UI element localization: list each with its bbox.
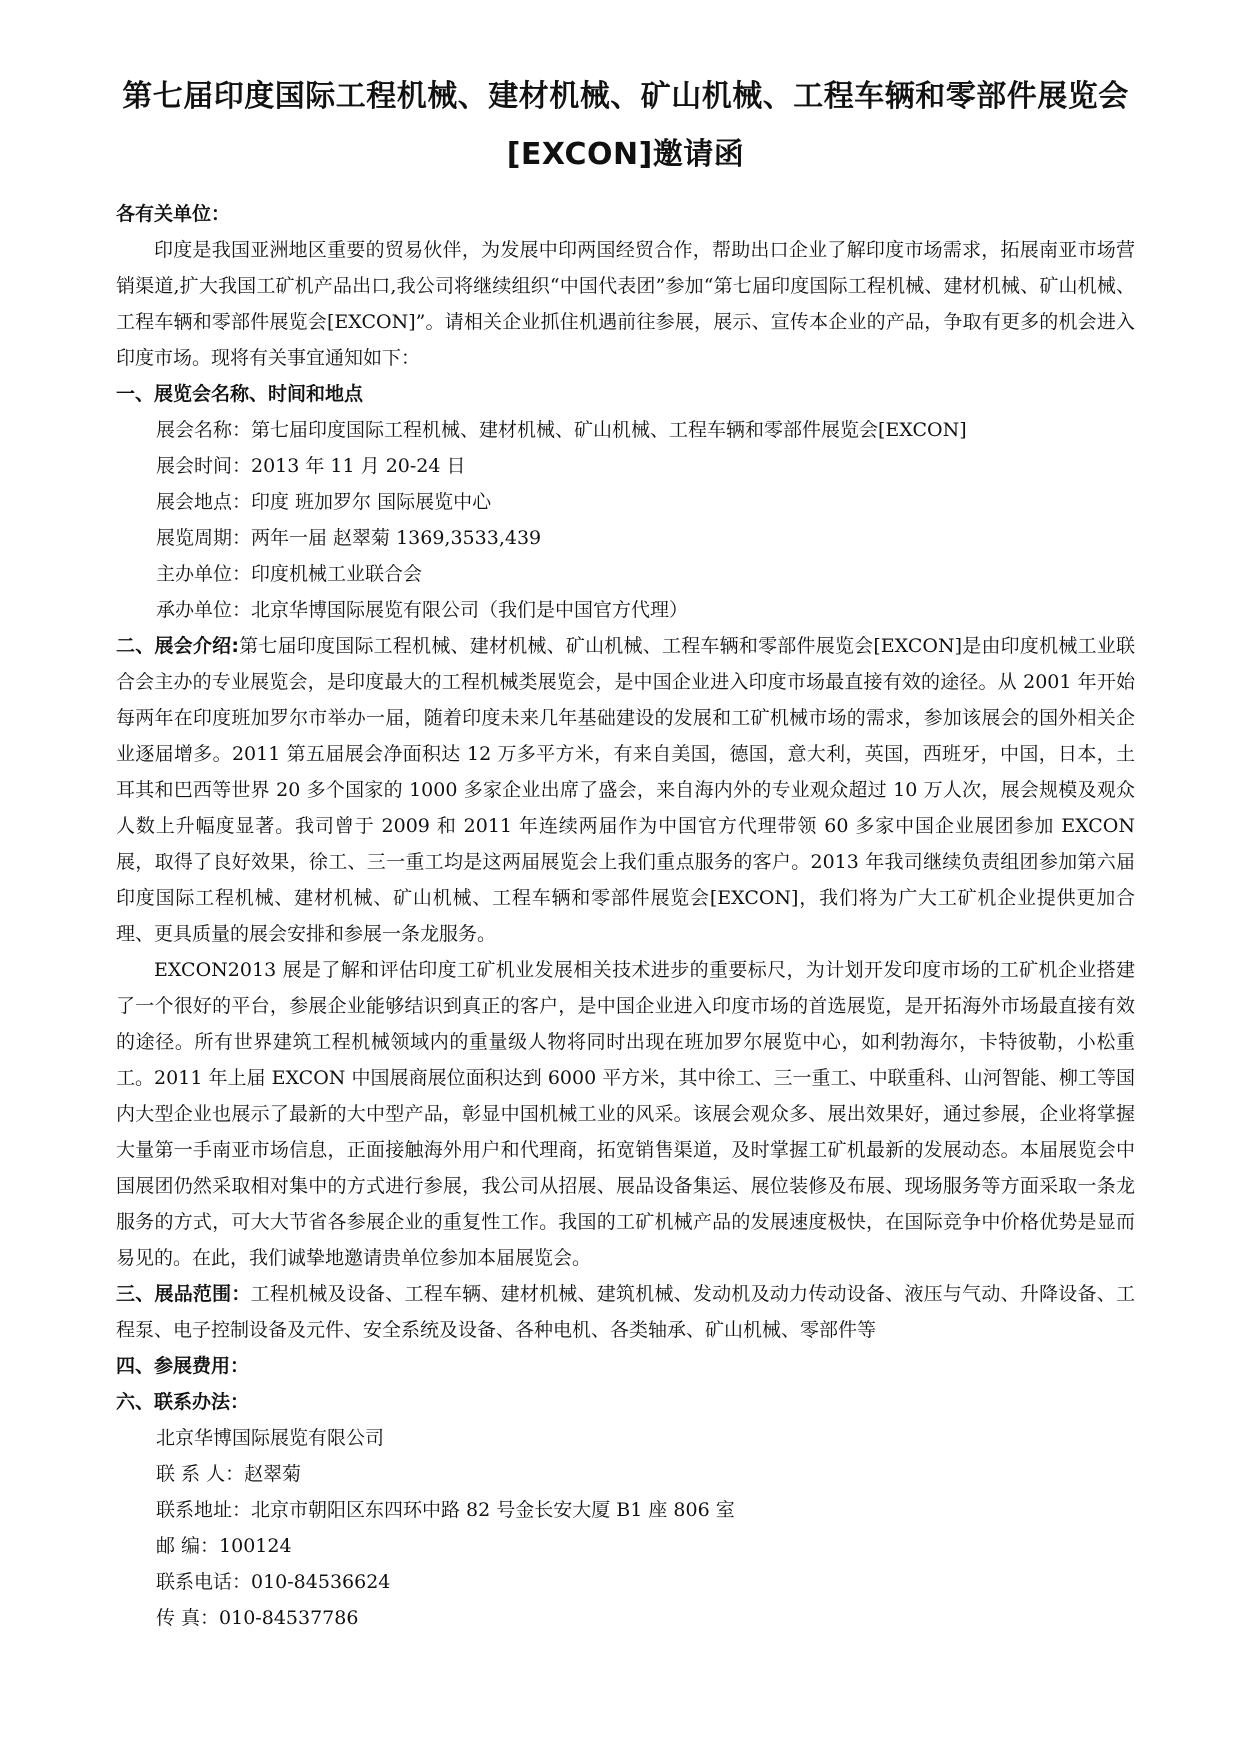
salutation: 各有关单位：: [116, 203, 231, 225]
section-3-paragraph: [116, 1276, 1135, 1348]
section-6-heading: 六、联系办法：: [116, 1391, 250, 1413]
exhibition-time: 展会时间：2013 年 11 月 20-24 日: [156, 455, 466, 477]
exhibition-name: 展会名称：第七届印度国际工程机械、建材机械、矿山机械、工程车辆和零部件展览会[EXCON]: [156, 419, 967, 441]
exhibition-organizer: 承办单位：北京华博国际展览有限公司（我们是中国官方代理）: [156, 599, 689, 621]
contact-phone: 联系电话：010-84536624: [156, 1571, 391, 1593]
section-2-paragraph-2: EXCON2013 展是了解和评估印度工矿机业发展相关技术进步的重要标尺，为计划开发印度市场的工矿机企业搭建了一个很好的平台，参展企业能够结识到真正的客户，是中国企业进入印度市场的首选展览，是开拓海外市场最直接有效的途径。所有世界建筑工程机械领域内的重量级人物将同时出现在班加罗尔展览中心，如利勃海尔，卡特彼勒，小松重工。2011 年上届 EXCON 中国展商展位面积达到 6000 平方米，其中徐工、三一重工、中联重科、山河智能、柳工等国内大型企业也展示了最新的大中型产品，彰显中国机械工业的风采。该展会观众多、展出效果好，通过参展，企业将掌握大量第一手南亚市场信息，正面接触海外用户和代理商，拓宽销售渠道，及时掌握工矿机最新的发展动态。本届展览会中国展团仍然采取相对集中的方式进行参展，我公司从招展、展品设备集运、展位装修及布展、现场服务等方面采取一条龙服务的方式，可大大节省各参展企业的重复性工作。我国的工矿机械产品的发展速度极快，在国际竞争中价格优势是显而易见的。在此，我们诚挚地邀请贵单位参加本届展览会。: [116, 959, 1135, 1269]
contact-person: 联 系 人：赵翠菊: [156, 1463, 302, 1485]
contact-postcode: 邮 编：100124: [156, 1535, 292, 1557]
section-3-heading: 三、展品范围：: [116, 1283, 251, 1305]
section-1-heading: 一、展览会名称、时间和地点: [116, 383, 364, 405]
exhibition-location: 展会地点：印度 班加罗尔 国际展览中心: [156, 491, 492, 513]
section-3-text: 工程机械及设备、工程车辆、建材机械、建筑机械、发动机及动力传动设备、液压与气动、升降设备、工程泵、电子控制设备及元件、安全系统及设备、各种电机、各类轴承、矿山机械、零部件等: [116, 1283, 1135, 1341]
contact-fax: 传 真：010-84537786: [156, 1607, 359, 1629]
contact-address: 联系地址：北京市朝阳区东四环中路 82 号金长安大厦 B1 座 806 室: [156, 1499, 735, 1521]
section-2-paragraph: [116, 628, 1135, 952]
section-2-heading: 二、展会介绍:: [116, 635, 239, 657]
intro-paragraph: 印度是我国亚洲地区重要的贸易伙伴，为发展中印两国经贸合作，帮助出口企业了解印度市场需求，拓展南亚市场营销渠道,扩大我国工矿机产品出口,我公司将继续组织“中国代表团”参加“第七届印度国际工程机械、建材机械、矿山机械、工程车辆和零部件展览会[EXCON]”。请相关企业抓住机遇前往参展，展示、宣传本企业的产品，争取有更多的机会进入印度市场。现将有关事宜通知如下：: [116, 239, 1135, 369]
document-title: 第七届印度国际工程机械、建材机械、矿山机械、工程车辆和零部件展览会[EXCON]邀请函: [122, 79, 1129, 172]
exhibition-cycle: 展览周期：两年一届 赵翠菊 1369,3533,439: [156, 527, 542, 549]
contact-company: 北京华博国际展览有限公司: [156, 1427, 385, 1449]
section-4-heading: 四、参展费用：: [116, 1355, 250, 1377]
exhibition-host: 主办单位：印度机械工业联合会: [156, 563, 423, 585]
section-2-text: 第七届印度国际工程机械、建材机械、矿山机械、工程车辆和零部件展览会[EXCON]是由印度机械工业联合会主办的专业展览会，是印度最大的工程机械类展览会，是中国企业进入印度市场最直接有效的途径。从 2001 年开始每两年在印度班加罗尔市举办一届，随着印度未来几年基础建设的发展和工矿机械市场的需求，参加该展会的国外相关企业逐届增多。2011 第五届展会净面积达 12 万多平方米，有来自美国，德国，意大利，英国，西班牙，中国，日本，土耳其和巴西等世界 20 多个国家的 1000 多家企业出席了盛会，来自海内外的专业观众超过 10 万人次，展会规模及观众人数上升幅度显著。我司曾于 2009 和 2011 年连续两届作为中国官方代理带领 60 多家中国企业展团参加 EXCON 展，取得了良好效果，徐工、三一重工均是这两届展览会上我们重点服务的客户。2013 年我司继续负责组团参加第六届印度国际工程机械、建材机械、矿山机械、工程车辆和零部件展览会[EXCON]，我们将为广大工矿机企业提供更加合理、更具质量的展会安排和参展一条龙服务。: [116, 635, 1135, 945]
